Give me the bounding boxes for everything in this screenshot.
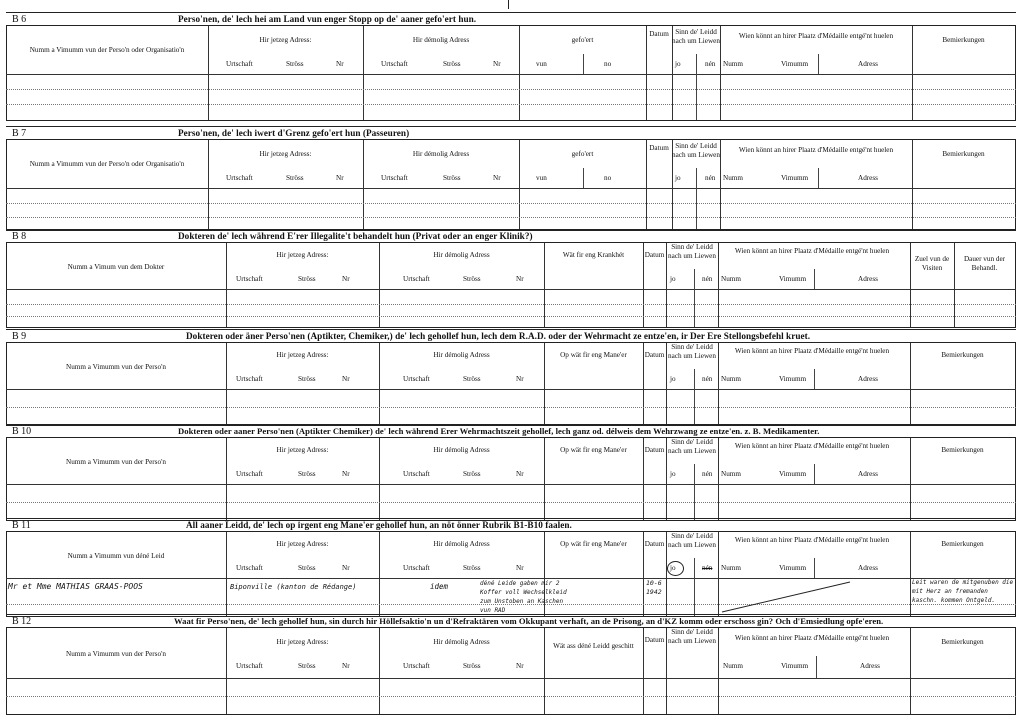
stross-label: Ströss [443,174,461,182]
name-column-label: Numm a Vimumm vun déné Leid [67,552,165,560]
section-header [6,126,1016,140]
section-code: B 10 [12,426,32,437]
medal-label: Wien könnt an hirer Plaatz d'Médaille entgé'nt huelen [734,247,890,255]
no-label: no [604,60,612,68]
section-title: Dokteren de' lech während E'rer Illegalite't behandelt hun (Privat oder an enger Klinik?) [178,231,533,241]
section-code: B 9 [12,331,27,342]
vimumm-label: Vimumm [781,174,809,182]
current-address-label: Hir jetzeg Adress: [259,150,312,158]
stross-label: Ströss [298,564,316,572]
entry-strike-line [718,578,858,616]
medal-label: Wien könnt an hirer Plaatz d'Médaille entgé'nt huelen [734,442,890,450]
former-address-label: Hir démolig Adress [433,251,490,259]
bemierkungen-label: Bemierkungen [942,150,985,158]
vimumm-label: Vimumm [781,662,809,670]
current-address-label: Hir jetzeg Adress: [276,638,329,646]
section-header [6,614,1016,628]
urtschaft-label: Urtschaft [236,275,263,283]
nr-label: Nr [493,174,501,182]
former-address-label: Hir démolig Adress [433,638,490,646]
section-b9 [6,329,1016,425]
nr-label: Nr [342,470,350,478]
medal-label: Wien könnt an hirer Plaatz d'Médaille entgé'nt huelen [734,634,890,642]
vimumm-label: Vimumm [779,275,807,283]
stross-label: Ströss [298,275,316,283]
section-b12 [6,614,1016,714]
section-title: Dokteren oder aaner Perso'nen (Aptikter Chemiker) de' lech während Erer Wehrmachtszeit gehollef, lech ganz od. délweis dem Wehrzwang ze entze'en. z. B. Medikamenter. [178,426,820,436]
nr-label: Nr [516,662,524,670]
section-title: Dokteren oder äner Perso'nen (Aptikter, Chemiker,) de' lech gehollef hun, lech dem R.A.D. oder der Wehrmacht ze entze'en, ir Der Ere Stellongsbefehl kruet. [186,331,811,341]
entry-manner: déné Leide gaben mir 2 Koffer voll Wechselkleid zum Unstoben an Kaschen vun RAD [480,580,567,614]
stross-label: Ströss [286,60,304,68]
datum-label: Datum [644,351,665,359]
sinn-label: Sinn de' Leidd nach um Liewen [668,532,716,549]
stross-label: Ströss [463,375,481,383]
no-label: no [604,174,612,182]
section-grid [6,342,1016,426]
vimumm-label: Vimumm [781,60,809,68]
what-happened-label: Wät ass déné Leidd geschitt [553,642,634,650]
current-address-label: Hir jetzeg Adress: [259,36,312,44]
name-column-label: Numm a Vimumm vun der Perso'n [66,650,166,658]
numm-label: Numm [721,375,741,383]
stross-label: Ströss [298,470,316,478]
nr-label: Nr [342,564,350,572]
bemierkungen-label: Bemierkungen [942,36,985,44]
medal-label: Wien könnt an hirer Plaatz d'Médaille entgé'nt huelen [734,536,890,544]
gefoert-label: gefo'ert [571,36,594,44]
bemierkungen-label: Bemierkungen [941,638,984,646]
entry-name: Mr et Mme MATHIAS GRAAS-POOS [8,582,143,591]
stross-label: Ströss [463,275,481,283]
name-column-label: Numm a Vimum vun dem Dokter [67,263,165,271]
adress-label: Adress [858,375,878,383]
bemierkungen-label: Bemierkungen [941,540,984,548]
current-address-label: Hir jetzeg Adress: [276,351,329,359]
nen-label: nén [702,470,713,478]
nen-label: nén [702,375,713,383]
section-b11 [6,518,1016,616]
section-grid [6,531,1016,617]
urtschaft-label: Urtschaft [403,470,430,478]
manner-label: Op wät fir eng Mane'er [560,540,627,548]
jo-selected-circle [667,561,684,576]
nr-label: Nr [516,275,524,283]
former-address-label: Hir démolig Adress [412,36,470,44]
bemierkungen-label: Bemierkungen [941,351,984,359]
nen-label: nén [705,174,716,182]
gefoert-label: gefo'ert [571,150,594,158]
adress-label: Adress [858,275,878,283]
adress-label: Adress [858,564,878,572]
urtschaft-label: Urtschaft [236,470,263,478]
urtschaft-label: Urtschaft [403,275,430,283]
nr-label: Nr [342,275,350,283]
section-title: Perso'nen, de' lech hei am Land vun enger Stopp op de' aaner gefo'ert hun. [178,14,477,24]
urtschaft-label: Urtschaft [226,174,253,182]
medal-label: Wien könnt an hirer Plaatz d'Médaille entgé'nt huelen [738,146,894,154]
nr-label: Nr [342,375,350,383]
jo-label: jo [670,564,676,572]
section-grid [6,627,1016,715]
numm-label: Numm [721,275,741,283]
section-title: All aaner Leidd, de' lech op irgent eng Mane'er gehollef hun, an nöt önner Rubrik B1-B10 faalen. [186,520,572,530]
section-code: B 7 [12,128,27,139]
nr-label: Nr [336,60,344,68]
urtschaft-label: Urtschaft [236,564,263,572]
name-column-label: Numm a Vimumm vun der Perso'n [66,363,166,371]
entry-remarks: Leit waren de mitgenuben die mit Herz an fremanden kaschn. kommen Ontgeld. [912,579,1014,604]
sinn-label: Sinn de' Leidd nach um Liewen [668,628,716,645]
sinn-label: Sinn de' Leidd nach um Liewen [668,438,716,455]
section-b6 [6,12,1016,120]
nr-label: Nr [342,662,350,670]
vimumm-label: Vimumm [779,375,807,383]
stross-label: Ströss [443,60,461,68]
urtschaft-label: Urtschaft [403,662,430,670]
duration-label: Dauer vun der Behandl. [963,255,1006,272]
name-column-label: Numm a Vimumm vun der Perso'n oder Organisatio'n [29,160,185,168]
section-grid [6,242,1016,328]
nr-label: Nr [516,564,524,572]
stross-label: Ströss [286,174,304,182]
current-address-label: Hir jetzeg Adress: [276,251,329,259]
section-grid [6,139,1016,231]
nr-label: Nr [516,375,524,383]
nen-label: nén [702,564,713,572]
section-header [6,229,1016,243]
urtschaft-label: Urtschaft [236,375,263,383]
section-code: B 8 [12,231,27,242]
adress-label: Adress [858,470,878,478]
bemierkungen-label: Bemierkungen [941,446,984,454]
section-header [6,518,1016,532]
stross-label: Ströss [298,662,316,670]
section-title: Waat fir Perso'nen, de' lech gehollef hun, sin durch hir Höllefsaktio'n un d'Refraktären vom Okkupant verhaft, an de Prisong, an d'KZ komm oder erschoss gin? Och d'Emsiedlung opfe'eren. [174,616,884,626]
section-code: B 12 [12,616,32,627]
numm-label: Numm [721,564,741,572]
numm-label: Numm [723,174,743,182]
section-b7 [6,126,1016,230]
adress-label: Adress [860,662,880,670]
visits-label: Zuel vun de Visiten [914,255,950,272]
section-header [6,329,1016,343]
entry-place: Biponville (kanton de Rédange) [230,583,357,591]
datum-label: Datum [644,636,665,644]
name-column-label: Numm a Vimumm vun der Perso'n [66,458,166,466]
current-address-label: Hir jetzeg Adress: [276,540,329,548]
sinn-label: Sinn de' Leidd nach um Liewen [672,28,720,45]
stross-label: Ströss [463,564,481,572]
section-title: Perso'nen, de' lech iwert d'Grenz gefo'ert hun (Passeuren) [178,128,410,138]
nen-label: nén [702,275,713,283]
medal-label: Wien könnt an hirer Plaatz d'Médaille entgé'nt huelen [738,32,894,40]
entry-date: 10-6 1942 [646,579,662,596]
nr-label: Nr [493,60,501,68]
numm-label: Numm [721,470,741,478]
section-b8 [6,229,1016,327]
name-column-label: Numm a Vimumm vun der Perso'n oder Organisatio'n [29,46,185,54]
sinn-label: Sinn de' Leidd nach um Liewen [668,243,716,260]
datum-label: Datum [644,251,665,259]
urtschaft-label: Urtschaft [403,375,430,383]
illness-label: Wät fir eng Krankhét [562,251,625,259]
jo-label: jo [675,60,681,68]
section-code: B 11 [12,520,31,531]
sinn-label: Sinn de' Leidd nach um Liewen [668,343,716,360]
adress-label: Adress [858,174,878,182]
urtschaft-label: Urtschaft [226,60,253,68]
manner-label: Op wät fir eng Mane'er [560,351,627,359]
datum-label: Datum [644,540,665,548]
sinn-label: Sinn de' Leidd nach um Liewen [672,142,720,159]
section-b10 [6,424,1016,520]
vun-label: vun [536,174,547,182]
stross-label: Ströss [463,662,481,670]
section-grid [6,25,1016,121]
medal-label: Wien könnt an hirer Plaatz d'Médaille entgé'nt huelen [734,347,890,355]
former-address-label: Hir démolig Adress [433,540,490,548]
vimumm-label: Vimumm [779,470,807,478]
jo-label: jo [670,470,676,478]
datum-label: Datum [644,446,665,454]
manner-label: Op wät fir eng Mane'er [560,446,627,454]
section-code: B 6 [12,14,27,25]
urtschaft-label: Urtschaft [381,60,408,68]
urtschaft-label: Urtschaft [236,662,263,670]
former-address-label: Hir démolig Adress [433,351,490,359]
numm-label: Numm [723,662,743,670]
stross-label: Ströss [298,375,316,383]
jo-label: jo [670,275,676,283]
datum-label: Datum [649,144,669,152]
former-address-label: Hir démolig Adress [433,446,490,454]
vimumm-label: Vimumm [779,564,807,572]
current-address-label: Hir jetzeg Adress: [276,446,329,454]
urtschaft-label: Urtschaft [403,564,430,572]
section-header [6,12,1016,26]
section-header [6,424,1016,438]
stross-label: Ströss [463,470,481,478]
urtschaft-label: Urtschaft [381,174,408,182]
jo-label: jo [675,174,681,182]
entry-former-address: idem [430,582,449,591]
section-grid [6,437,1016,521]
datum-label: Datum [649,30,669,38]
numm-label: Numm [723,60,743,68]
nr-label: Nr [336,174,344,182]
adress-label: Adress [858,60,878,68]
nr-label: Nr [516,470,524,478]
vun-label: vun [536,60,547,68]
fold-mark [508,0,509,9]
nen-label: nén [705,60,716,68]
jo-label: jo [670,375,676,383]
former-address-label: Hir démolig Adress [412,150,470,158]
